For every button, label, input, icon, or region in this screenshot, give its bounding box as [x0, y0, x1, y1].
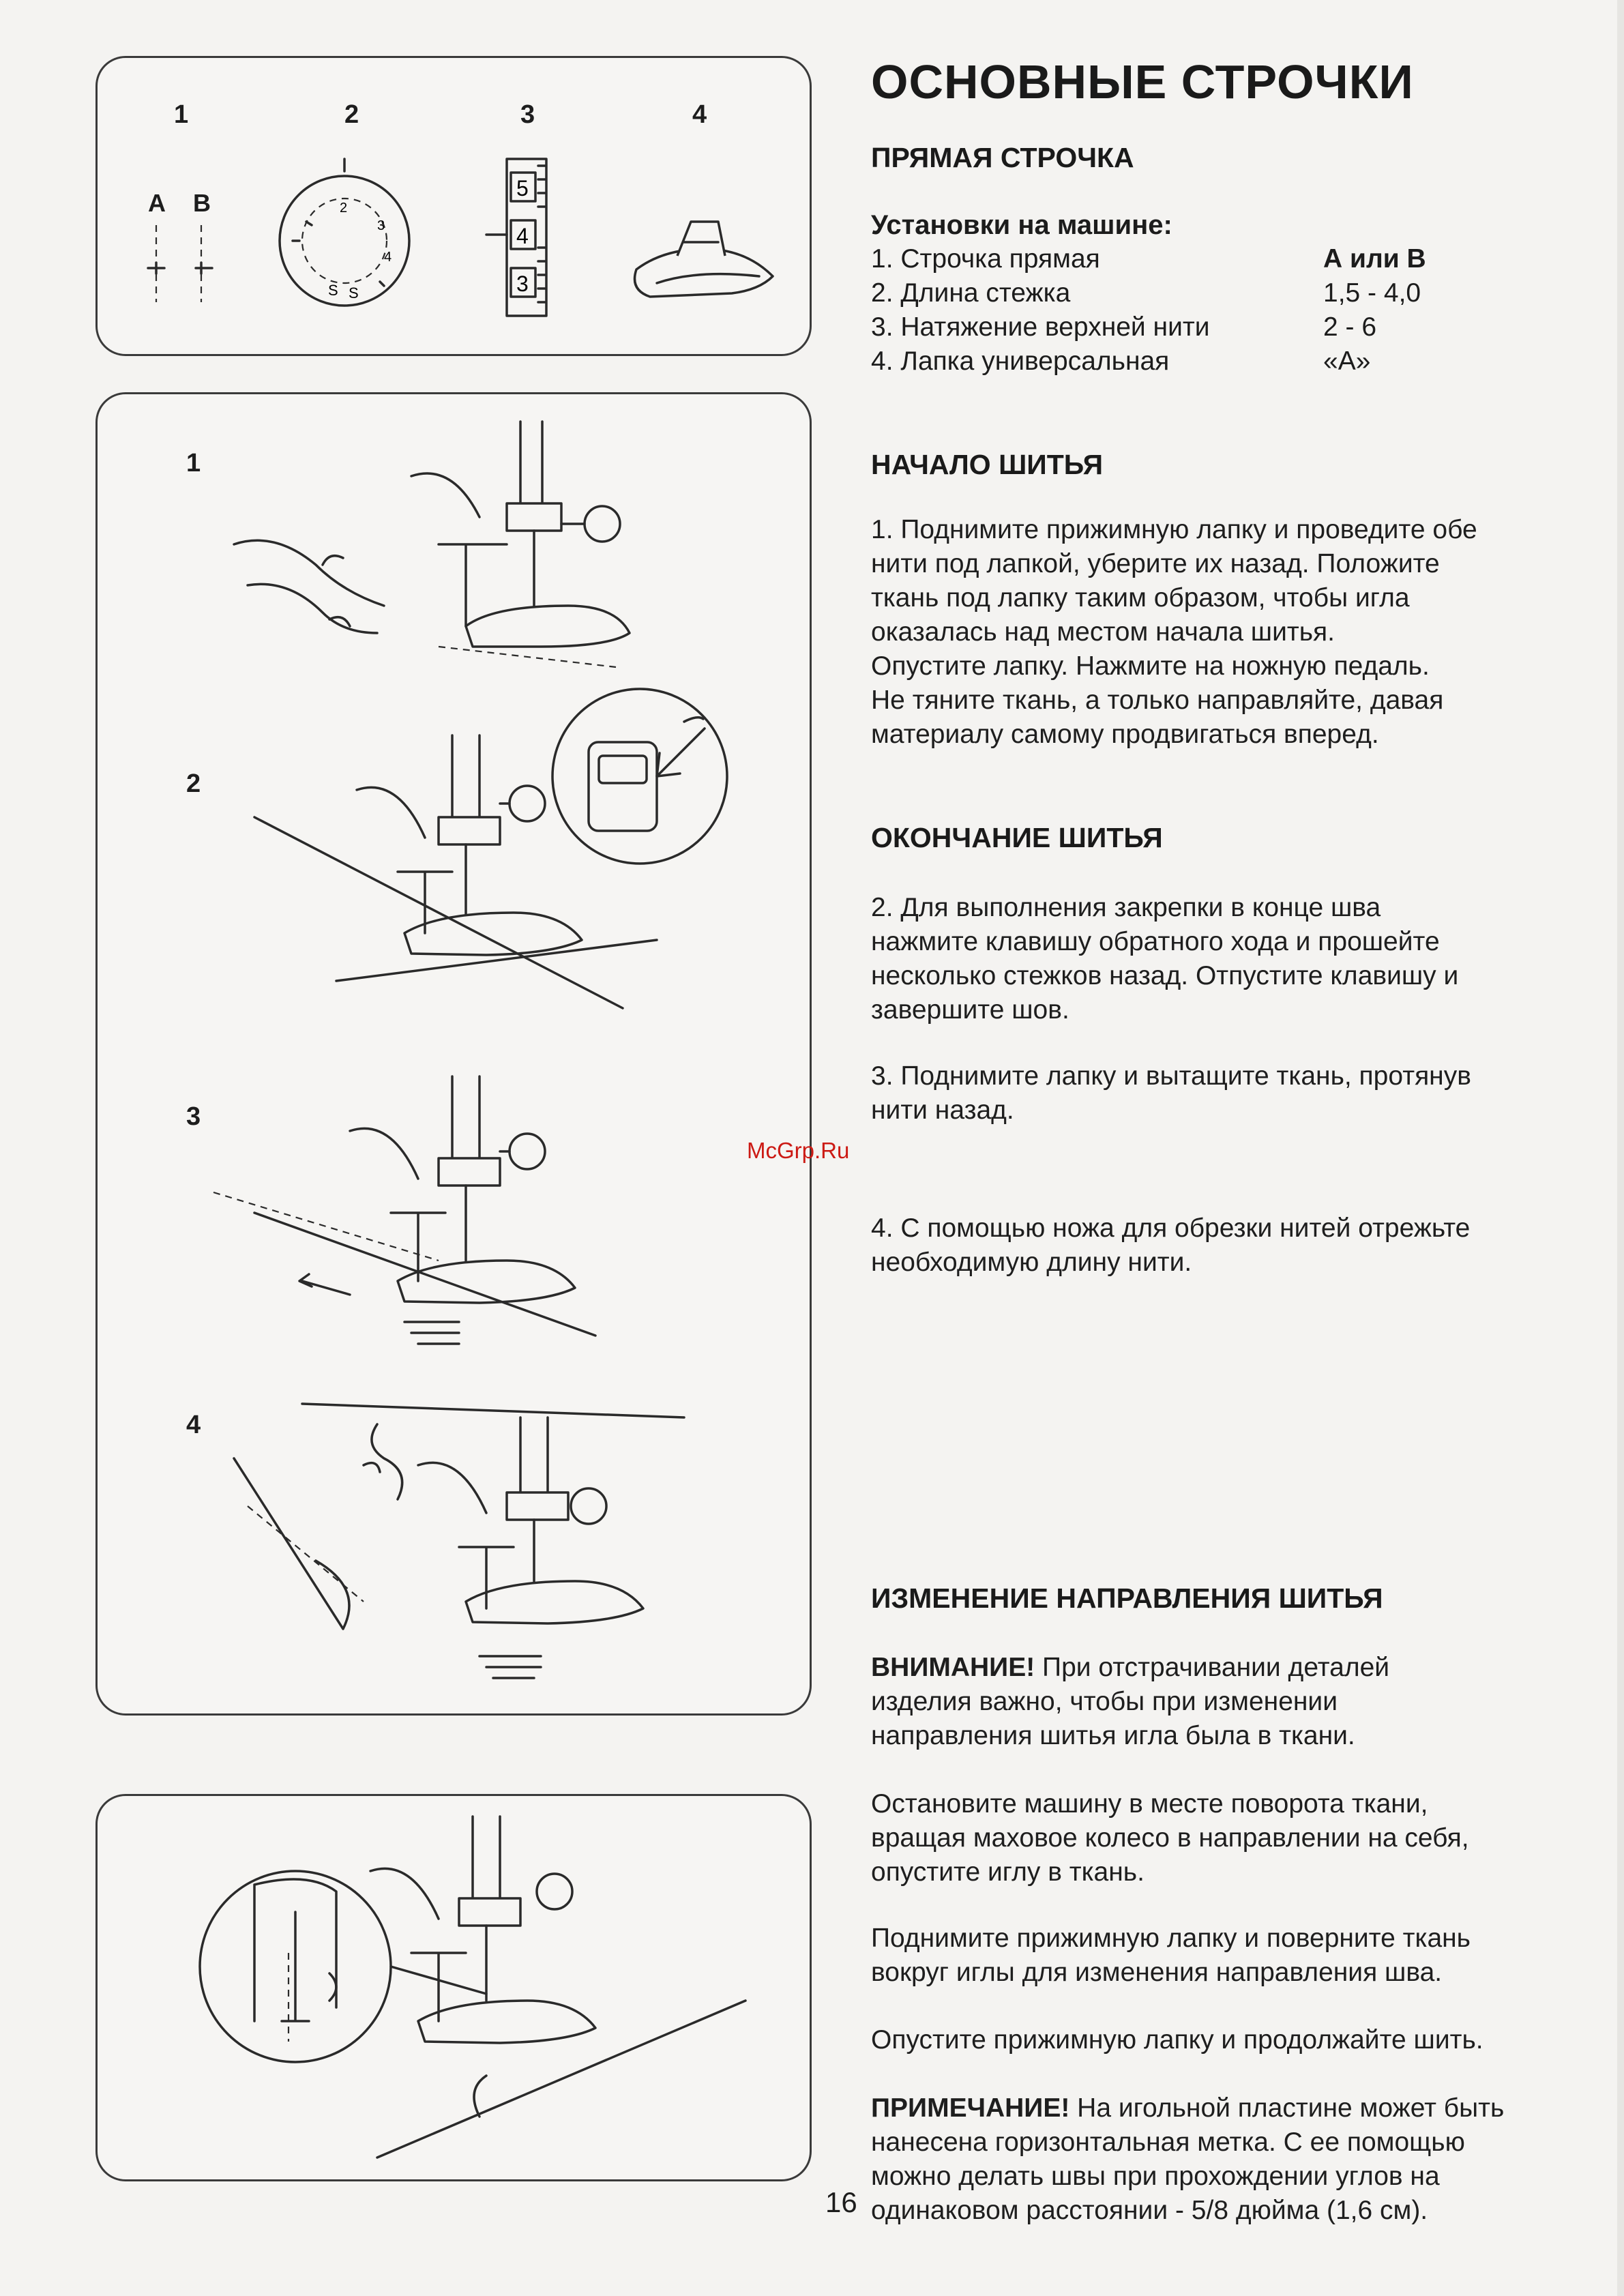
warning-label: ВНИМАНИЕ!	[871, 1653, 1035, 1682]
dial-label-3: 3	[377, 218, 385, 233]
setting-row	[871, 347, 1553, 381]
note-paragraph	[871, 2091, 1587, 2228]
setting-label: 1. Строчка прямая	[871, 244, 1100, 274]
step-4-illustration	[220, 1397, 684, 1697]
scale-label-3: 3	[516, 271, 529, 296]
text-line: несколько стежков назад. Отпустите клавишу и	[871, 961, 1459, 990]
dial-label-s2: S	[349, 284, 359, 301]
page-edge	[1617, 0, 1624, 2296]
figure-number-2: 2	[344, 100, 359, 129]
machine-settings-figure	[95, 56, 812, 356]
text-line: Опустите лапку. Нажмите на ножную педаль.	[871, 651, 1430, 681]
step-3-illustration	[213, 1076, 636, 1363]
figure-number-4: 4	[692, 100, 707, 129]
setting-value: 1,5 - 4,0	[1323, 278, 1421, 308]
figure-number-3: 3	[520, 100, 535, 129]
step-number-3: 3	[186, 1102, 201, 1131]
scale-label-5: 5	[516, 176, 529, 201]
dial-label-2: 2	[340, 201, 348, 216]
setting-label: 4. Лапка универсальная	[871, 347, 1170, 376]
setting-value: «А»	[1323, 347, 1371, 376]
text-line: нити назад.	[871, 1095, 1014, 1125]
text-line: Остановите машину в месте поворота ткани,	[871, 1789, 1428, 1819]
straight-stitch-symbols	[138, 222, 234, 310]
text-line: необходимую длину нити.	[871, 1248, 1192, 1277]
stitch-length-dial	[276, 159, 413, 309]
warning-paragraph	[871, 1651, 1587, 1753]
stitch-label-b: B	[193, 189, 211, 217]
text-line: вокруг иглы для изменения направления шва.	[871, 1958, 1443, 1987]
change-direction-illustration	[200, 1816, 745, 2171]
step-number-1: 1	[186, 449, 201, 477]
text-line: ткань под лапку таким образом, чтобы игла	[871, 583, 1410, 613]
text-line: направления шитья игла была в ткани.	[871, 1721, 1355, 1750]
finish-step-2	[871, 891, 1587, 1027]
text-line: нити под лапкой, уберите их назад. Положите	[871, 549, 1440, 578]
settings-title: Установки на машине:	[871, 210, 1172, 240]
setting-value: А или В	[1323, 244, 1426, 274]
scale-label-4: 4	[516, 224, 529, 248]
text-line: завершите шов.	[871, 995, 1069, 1025]
text-line: 2. Для выполнения закрепки в конце шва	[871, 893, 1381, 922]
text-line: опустите иглу в ткань.	[871, 1857, 1145, 1887]
step-number-4: 4	[186, 1411, 201, 1439]
direction-paragraph-3	[871, 2023, 1587, 2057]
setting-row	[871, 244, 1553, 278]
text-line: Поднимите прижимную лапку и поверните ткань	[871, 1924, 1471, 1953]
text-line: нанесена горизонтальная метка. С ее помощью	[871, 2128, 1465, 2157]
text-line: вращая маховое колесо в направлении на себя,	[871, 1823, 1469, 1853]
finish-step-3	[871, 1059, 1587, 1128]
text-line: одинаковом расстоянии - 5/8 дюйма (1,6 см).	[871, 2196, 1428, 2225]
text-line: Опустите прижимную лапку и продолжайте шить.	[871, 2025, 1483, 2055]
start-sewing-text	[871, 513, 1587, 752]
step-1-illustration	[234, 422, 630, 722]
text-line: нажмите клавишу обратного хода и прошейте	[871, 927, 1440, 956]
universal-presser-foot	[630, 215, 780, 317]
text-line: материалу самому продвигаться вперед.	[871, 720, 1379, 749]
change-direction-heading: ИЗМЕНЕНИЕ НАПРАВЛЕНИЯ ШИТЬЯ	[871, 1583, 1383, 1614]
text-line: можно делать швы при прохождении углов на	[871, 2162, 1440, 2191]
thread-tension-scale	[479, 159, 561, 323]
page-number: 16	[825, 2186, 857, 2218]
setting-label: 2. Длина стежка	[871, 278, 1071, 308]
step-number-2: 2	[186, 769, 201, 798]
direction-paragraph-2	[871, 1922, 1587, 1990]
figure-number-1: 1	[174, 100, 189, 129]
setting-row	[871, 312, 1553, 347]
text-line: На игольной пластине может быть	[1069, 2093, 1505, 2123]
text-line: При отстрачивании деталей	[1035, 1653, 1390, 1682]
text-line: 4. С помощью ножа для обрезки нитей отрежьте	[871, 1213, 1471, 1243]
setting-row	[871, 278, 1553, 312]
setting-value: 2 - 6	[1323, 312, 1377, 342]
note-label: ПРИМЕЧАНИЕ!	[871, 2093, 1070, 2123]
sewing-steps-figure	[95, 392, 812, 1716]
text-line: 1. Поднимите прижимную лапку и проведите обе	[871, 515, 1477, 544]
text-line: 3. Поднимите лапку и вытащите ткань, протянув	[871, 1061, 1471, 1091]
straight-stitch-heading: ПРЯМАЯ СТРОЧКА	[871, 142, 1134, 173]
text-line: изделия важно, чтобы при изменении	[871, 1687, 1338, 1716]
change-direction-figure	[95, 1794, 812, 2181]
direction-paragraph-1	[871, 1787, 1587, 1889]
text-line: Не тяните ткань, а только направляйте, давая	[871, 686, 1444, 715]
step-2-illustration	[254, 735, 677, 1029]
setting-label: 3. Натяжение верхней нити	[871, 312, 1210, 342]
watermark: McGrp.Ru	[747, 1138, 850, 1163]
finish-step-4	[871, 1211, 1587, 1280]
dial-label-s1: S	[328, 282, 338, 299]
text-line: оказалась над местом начала шитья.	[871, 617, 1335, 647]
text-column	[871, 55, 1587, 2225]
finish-sewing-heading: ОКОНЧАНИЕ ШИТЬЯ	[871, 822, 1163, 853]
stitch-label-a: A	[148, 189, 166, 217]
dial-label-4: 4	[384, 250, 392, 265]
start-sewing-heading: НАЧАЛО ШИТЬЯ	[871, 449, 1104, 480]
page-title: ОСНОВНЫЕ СТРОЧКИ	[871, 55, 1414, 108]
